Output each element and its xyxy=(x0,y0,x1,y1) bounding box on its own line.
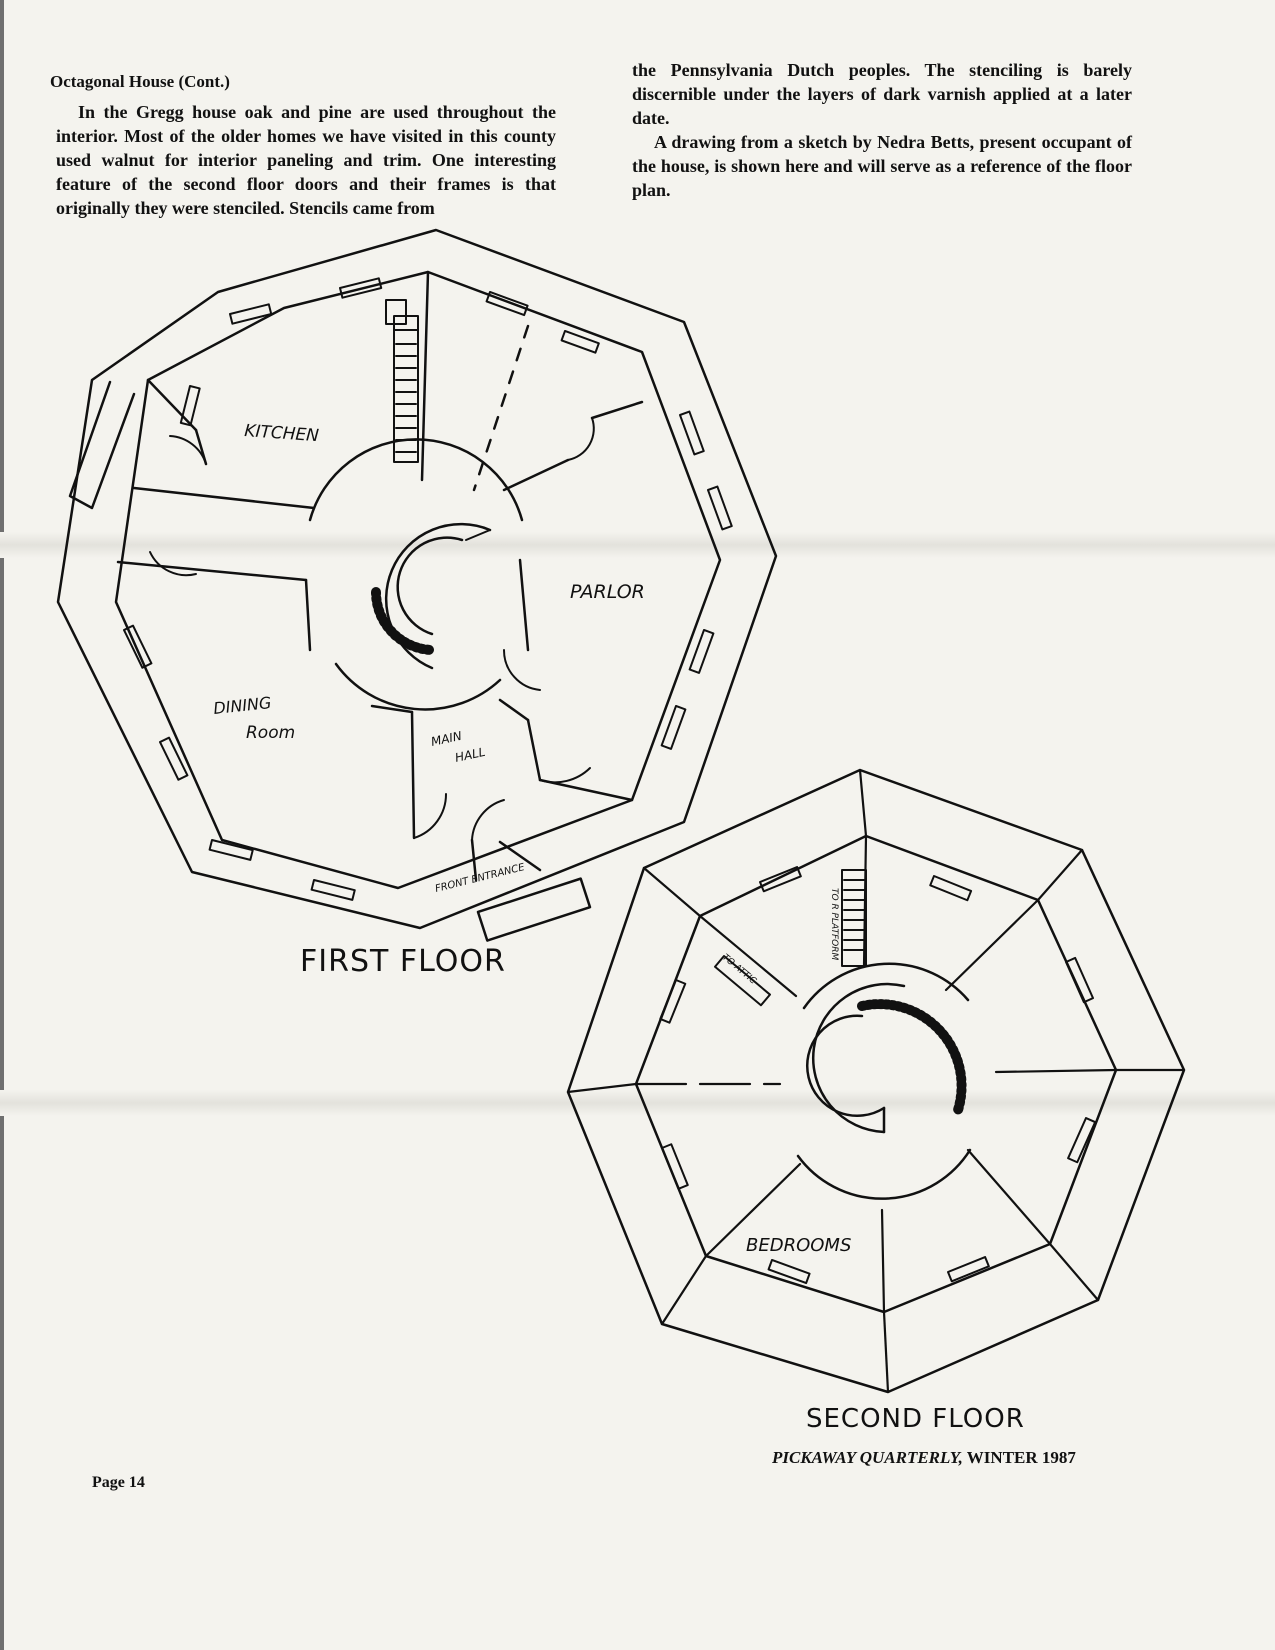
first-floor-plan xyxy=(58,230,776,941)
label-parlor: PARLOR xyxy=(570,581,645,603)
label-main: MAIN xyxy=(429,728,464,749)
paragraph: A drawing from a sketch by Nedra Betts, present occupant of the house, is shown here and will serve as a reference of the floor plan. xyxy=(632,132,1132,200)
spiral-stair xyxy=(376,524,490,668)
label-hall: HALL xyxy=(453,744,487,765)
label-to-platform: TO R PLATFORM xyxy=(829,888,839,961)
page-number: Page 14 xyxy=(92,1474,145,1491)
second-floor-plan xyxy=(568,770,1184,1392)
straight-stair xyxy=(386,300,418,462)
label-room: Room xyxy=(246,723,296,743)
second-floor-caption: SECOND FLOOR xyxy=(806,1404,1025,1434)
outer-wall xyxy=(568,770,1184,1392)
label-bedrooms: BEDROOMS xyxy=(746,1235,852,1256)
label-front-entrance: FRONT ENTRANCE xyxy=(434,862,526,895)
label-dining: DINING xyxy=(212,693,273,718)
publication-line xyxy=(772,1448,1076,1468)
stair-hall xyxy=(336,664,500,709)
paragraph: In the Gregg house oak and pine are used throughout the interior. Most of the older homes we have visited in this county used walnut for interior paneling and trim. One interesting feature of the second floor doors and their frames is that originally they were stenciled. Stencils came from xyxy=(56,102,556,218)
front-step xyxy=(478,879,590,941)
upper-stairs xyxy=(715,870,866,1005)
inner-wall xyxy=(636,836,1116,1312)
side-porch xyxy=(70,382,134,508)
partitions xyxy=(118,272,642,880)
first-floor-caption: FIRST FLOOR xyxy=(300,944,506,979)
label-to-attic: TO ATTIC xyxy=(720,952,758,987)
label-kitchen: KITCHEN xyxy=(243,421,320,447)
publication-name: PICKAWAY QUARTERLY, xyxy=(772,1448,963,1467)
article-heading: Octagonal House (Cont.) xyxy=(50,72,230,91)
spiral-stair xyxy=(807,984,961,1132)
radial-partitions xyxy=(636,836,1116,1312)
publication-issue: WINTER 1987 xyxy=(966,1448,1076,1467)
stair-hall xyxy=(798,1150,970,1199)
paragraph: the Pennsylvania Dutch peoples. The stenciling is barely discernible under the layers of dark varnish applied at a later date. xyxy=(632,60,1132,128)
dashed-partition xyxy=(474,326,528,490)
corner-lines xyxy=(568,770,1184,1392)
